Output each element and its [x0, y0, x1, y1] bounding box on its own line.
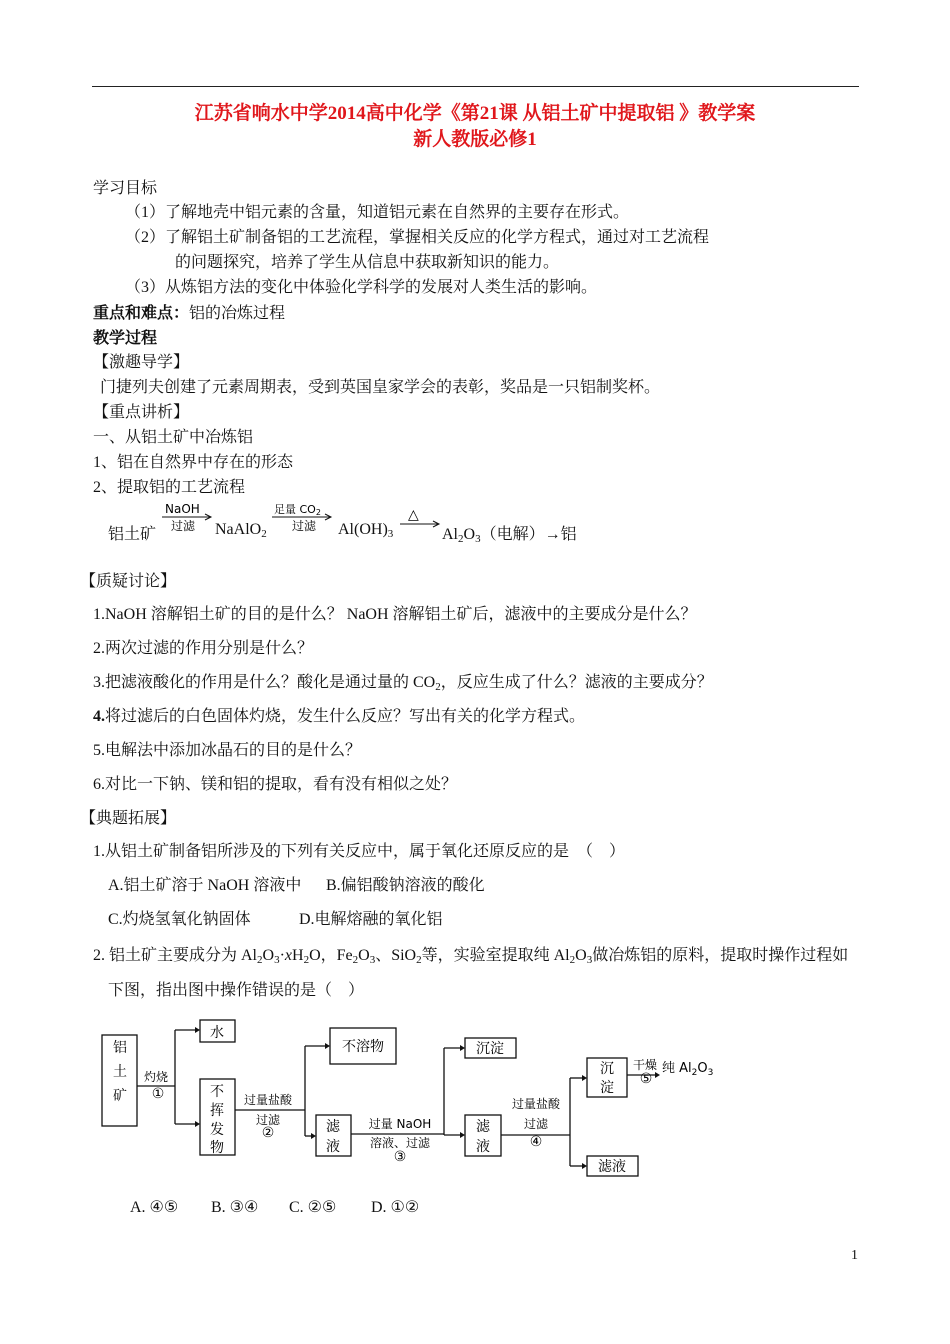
lecture-heading: 【重点讲析】	[93, 404, 190, 421]
extension-heading: 【典题拓展】	[80, 810, 177, 827]
eq-aloh3: $Al(OH)_3$	[338, 521, 394, 540]
filtrate3-label: 滤液	[598, 1159, 626, 1175]
water-label: 水	[210, 1025, 224, 1041]
hcl-label-1: 过量盐酸	[243, 1093, 293, 1107]
nonvolatile-char-1: 不	[210, 1084, 224, 1100]
product-label: 纯 $Al_2O_3$	[662, 1061, 714, 1078]
svg-text:过滤: 过滤	[292, 519, 317, 533]
lecture-line-2: 1、铝在自然界中存在的形态	[93, 454, 294, 471]
answer-c: C. ②⑤	[289, 1199, 337, 1216]
nonvolatile-char-3: 发	[210, 1122, 224, 1138]
naoh-filter-label: 溶液、过滤	[369, 1136, 431, 1150]
eq-start: 铝土矿	[108, 526, 157, 543]
objective-3: （3）从炼铝方法的变化中体验化学科学的发展对人类生活的影响。	[125, 279, 598, 296]
step-4-marker: ④	[529, 1134, 543, 1150]
problem-1-option-b: B.偏铝酸钠溶液的酸化	[326, 877, 485, 894]
insoluble-label: 不溶物	[342, 1039, 384, 1055]
discussion-q4: 4.将过滤后的白色固体灼烧，发生什么反应？写出有关的化学方程式。	[93, 708, 586, 725]
filtrate2-char-1: 滤	[476, 1119, 490, 1135]
answer-b: B. ③④	[211, 1199, 259, 1216]
ore-char-2: 土	[113, 1064, 127, 1080]
burn-label: 灼烧	[143, 1070, 169, 1084]
problem-1-option-a: A.铝土矿溶于 NaOH 溶液中	[108, 877, 302, 894]
eq-al2o3: $Al_2O_3$（电解）→铝	[442, 526, 577, 545]
filtrate1-char-1: 滤	[326, 1119, 340, 1135]
naoh-label: 过量 NaOH	[368, 1117, 432, 1131]
step-3-marker: ③	[393, 1149, 407, 1165]
delta-icon: △	[408, 507, 419, 523]
svg-text:足量 CO2: 足量 CO2	[274, 503, 321, 517]
lecture-line-1: 一、从铝土矿中冶炼铝	[93, 429, 254, 446]
top-rule	[92, 86, 859, 87]
eq-naalo2: NaAlO$_2$	[215, 521, 267, 540]
ore-char-3: 矿	[113, 1088, 127, 1104]
intro-heading: 【激趣导学】	[93, 354, 190, 371]
discussion-heading: 【质疑讨论】	[80, 573, 177, 590]
step-5-marker: ⑤	[639, 1071, 653, 1087]
discussion-q3: 3.把滤液酸化的作用是什么？酸化是通过量的 $CO_2$，反应生成了什么？滤液的主要成分？	[93, 674, 713, 693]
eq-arrow1-top: NaOH	[165, 502, 200, 516]
document-title-line2: 新人教版必修1	[413, 129, 537, 150]
problem-2: 2. 铝土矿主要成分为 $Al_2O_3\cdot xH_2O$，$Fe_2O_3$、SiO$_2$等，实验室提取纯 $Al_2O_3$做冶炼铝的原料，提取时操作过程如	[93, 947, 849, 966]
eq-arrow-2	[270, 500, 336, 534]
objective-2-cont: 的问题探究，培养了学生从信息中获取新知识的能力。	[175, 254, 560, 271]
filter-label-2: 过滤	[255, 1113, 281, 1127]
nonvolatile-char-2: 挥	[210, 1103, 224, 1119]
discussion-q2: 2.两次过滤的作用分别是什么？	[93, 640, 314, 657]
ore-char-1: 铝	[113, 1040, 127, 1056]
step-1-marker: ①	[151, 1086, 165, 1102]
precipitate1-label: 沉淀	[476, 1041, 504, 1057]
key-points	[93, 300, 285, 323]
objective-2: （2）了解铝土矿制备铝的工艺流程，掌握相关反应的化学方程式，通过对工艺流程	[125, 229, 710, 246]
step-2-marker: ②	[261, 1125, 275, 1141]
discussion-q1: 1.NaOH 溶解铝土矿的目的是什么？ NaOH 溶解铝土矿后，滤液中的主要成分是什么？	[93, 606, 697, 623]
precipitate2-char-1: 沉	[600, 1061, 614, 1077]
problem-1: 1.从铝土矿制备铝所涉及的下列有关反应中，属于氧化还原反应的是 （ ）	[93, 843, 626, 860]
objective-1: （1）了解地壳中铝元素的含量，知道铝元素在自然界的主要存在形式。	[125, 204, 630, 221]
lecture-line-3: 2、提取铝的工艺流程	[93, 479, 246, 496]
answer-a: A. ④⑤	[130, 1199, 179, 1216]
page-number: 1	[851, 1248, 858, 1263]
eq-arrow1-bottom: 过滤	[171, 519, 196, 533]
process-heading: 教学过程	[93, 330, 158, 347]
nonvolatile-char-4: 物	[210, 1140, 224, 1156]
hcl-label-2: 过量盐酸	[511, 1097, 561, 1111]
precipitate2-char-2: 淀	[600, 1080, 614, 1096]
intro-text: 门捷列夫创建了元素周期表，受到英国皇家学会的表彰，奖品是一只铝制奖杯。	[100, 379, 661, 396]
problem-1-option-d: D.电解熔融的氧化铝	[299, 911, 443, 928]
objectives-heading: 学习目标	[93, 180, 158, 197]
answer-d: D. ①②	[371, 1199, 420, 1216]
eq-arrow-3	[398, 506, 444, 534]
problem-1-option-c: C.灼烧氢氧化钠固体	[108, 911, 251, 928]
discussion-q6: 6.对比一下钠、镁和铝的提取，看有没有相似之处？	[93, 776, 458, 793]
filtrate1-char-2: 液	[326, 1139, 340, 1155]
process-flowchart	[100, 1018, 740, 1188]
problem-2-cont: 下图，指出图中操作错误的是（ ）	[108, 982, 365, 999]
discussion-q5: 5.电解法中添加冰晶石的目的是什么？	[93, 742, 362, 759]
filter-label-4: 过滤	[523, 1117, 549, 1131]
key-points-label: 重点和难点：	[93, 305, 190, 322]
key-points-value: 铝的冶炼过程	[189, 305, 286, 322]
dry-label: 干燥	[632, 1058, 658, 1072]
eq-arrow-1	[160, 500, 216, 534]
filtrate2-char-2: 液	[476, 1139, 490, 1155]
document-title-line1: 江苏省响水中学2014高中化学《第21课 从铝土矿中提取铝 》教学案	[194, 103, 756, 124]
